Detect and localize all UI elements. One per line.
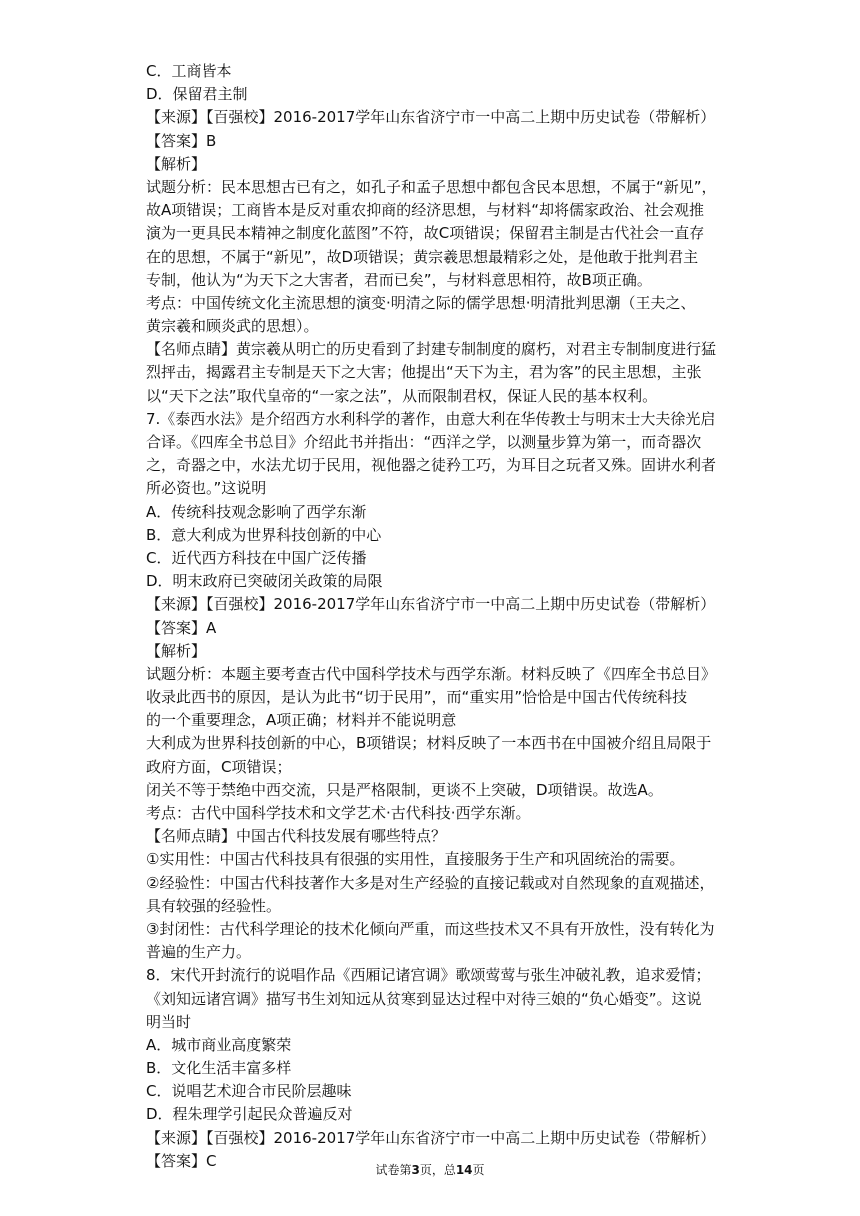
text-line: 【来源】【百强校】2016-2017学年山东省济宁市一中高二上期中历史试卷（带解析） [146,108,716,127]
text-line: D．保留君主制 [146,85,248,104]
text-line: 大利成为世界科技创新的中心，B项错误；材料反映了一本西书在中国被介绍且局限于 [146,734,712,753]
text-line: B．文化生活丰富多样 [146,1059,292,1078]
text-line: ③封闭性：古代科学理论的技术化倾向严重，而这些技术又不具有开放性，没有转化为 [146,919,715,938]
text-line: 所必资也。”这说明 [146,479,267,498]
text-line: 政府方面，C项错误； [146,757,292,776]
text-line: 演为一更具民本精神之制度化蓝图”不符，故C项错误；保留君主制是古代社会一直存 [146,224,705,243]
text-line: ①实用性：中国古代科技具有很强的实用性，直接服务于生产和巩固统治的需要。 [146,850,685,869]
text-line: 烈抨击，揭露君主专制是天下之大害；他提出“天下为主，君为客”的民主思想，主张 [146,363,702,382]
text-line: 【答案】B [146,131,217,150]
text-line: 以“天下之法”取代皇帝的“一家之法”，从而限制君权，保证人民的基本权利。 [146,386,658,405]
text-line: A．传统科技观念影响了西学东渐 [146,502,367,521]
text-line: ②经验性：中国古代科技著作大多是对生产经验的直接记载或对自然现象的直观描述， [146,873,715,892]
text-line: C．近代西方科技在中国广泛传播 [146,548,367,567]
text-line: 试题分析：民本思想古已有之，如孔子和孟子思想中都包含民本思想，不属于“新见”， [146,177,717,196]
text-line: 【解析】 [146,641,207,660]
footer-middle: 页，总 [419,1163,456,1177]
text-line: 【答案】A [146,618,217,637]
footer-prefix: 试卷第 [375,1163,412,1177]
text-line: 之，奇器之中，水法尤切于民用，视他器之徒矜工巧，为耳目之玩者又殊。固讲水利者 [146,456,717,475]
page-body [146,60,726,1173]
text-line: 【解析】 [146,154,207,173]
text-line: 闭关不等于禁绝中西交流，只是严格限制，更谈不上突破，D项错误。故选A。 [146,780,663,799]
text-line: 考点：古代中国科学技术和文学艺术·古代科技·西学东渐。 [146,804,531,822]
text-line: 《刘知远诸宫调》描写书生刘知远从贫寒到显达过程中对待三娘的“负心婚变”。这说 [146,989,702,1008]
text-line: 普遍的生产力。 [146,943,252,962]
page-footer [0,1162,860,1178]
text-line: 收录此西书的原因，是认为此书“切于民用”，而“重实用”恰恰是中国古代传统科技 [146,688,688,707]
text-line: 【来源】【百强校】2016-2017学年山东省济宁市一中高二上期中历史试卷（带解析） [146,595,716,614]
text-line: 的一个重要理念，A项正确；材料并不能说明意 [146,711,457,730]
text-line: 【名师点睛】中国古代科技发展有哪些特点？ [146,827,447,846]
text-line: D．明末政府已突破闭关政策的局限 [146,572,383,591]
text-line: C．工商皆本 [146,62,232,80]
text-line: 专制，他认为“为天下之大害者，君而已矣”，与材料意思相符，故B项正确。 [146,270,652,289]
footer-total-pages: 14 [455,1163,473,1177]
text-line: 在的思想，不属于“新见”，故D项错误；黄宗羲思想最精彩之处，是他敢于批判君主 [146,247,699,266]
text-line: 黄宗羲和顾炎武的思想）。 [146,317,319,336]
text-line: 明当时 [146,1012,192,1031]
text-line: D．程朱理学引起民众普遍反对 [146,1105,353,1124]
text-line: 考点：中国传统文化主流思想的演变·明清之际的儒学思想·明清批判思潮（王夫之、 [146,293,696,312]
text-line: 8．宋代开封流行的说唱作品《西厢记诸宫调》歌颂莺莺与张生冲破礼教，追求爱情； [146,966,711,985]
footer-page-number: 3 [411,1163,420,1177]
text-line: 【答案】C [146,1151,217,1170]
text-line: 合译。《四库全书总目》介绍此书并指出：“西洋之学，以测量步算为第一，而奇器次 [146,433,702,451]
text-line: C．说唱艺术迎合市民阶层趣味 [146,1082,352,1101]
text-line: 【名师点睛】黄宗羲从明亡的历史看到了封建专制制度的腐朽，对君主专制制度进行猛 [146,340,717,359]
text-line: 故A项错误；工商皆本是反对重农抑商的经济思想，与材料“却将儒家政治、社会观推 [146,201,705,220]
text-line: 具有较强的经验性。 [146,896,282,915]
text-line: A．城市商业高度繁荣 [146,1035,292,1054]
text-line: B．意大利成为世界科技创新的中心 [146,525,382,544]
footer-suffix: 页 [472,1163,485,1177]
text-line: 7.《泰西水法》是介绍西方水利科学的著作，由意大利在华传教士与明末士大夫徐光启 [146,409,716,428]
text-line: 试题分析：本题主要考查古代中国科学技术与西学东渐。材料反映了《四库全书总目》 [146,664,717,683]
text-line: 【来源】【百强校】2016-2017学年山东省济宁市一中高二上期中历史试卷（带解析） [146,1128,716,1147]
